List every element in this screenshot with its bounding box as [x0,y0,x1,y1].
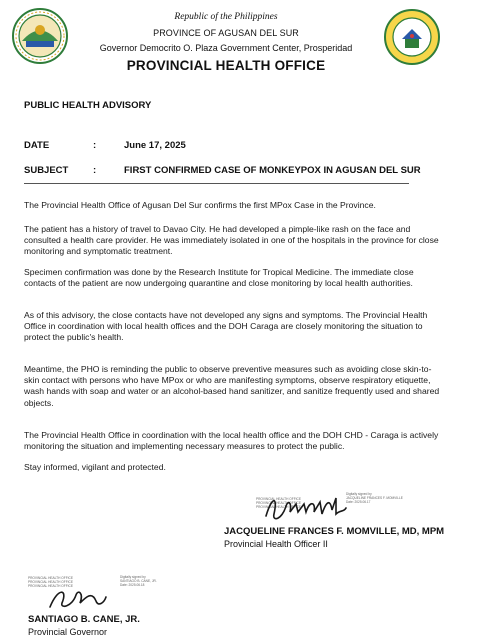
signatory-1-name: JACQUELINE FRANCES F. MOMVILLE, MD, MPM [224,526,445,537]
letterhead-republic: Republic of the Philippines [174,12,278,22]
subject-colon: : [93,165,97,176]
header-divider [24,183,409,184]
date-value: June 17, 2025 [124,140,186,151]
body-paragraph-2: The patient has a history of travel to Davao City. He had developed a pimple-like rash on the face and consulted a health care provider. He was immediately isolated in one of the hospitals in the province for close monitoring and symptomatic treatment. [24,224,439,257]
body-paragraph-7: Stay informed, vigilant and protected. [24,462,166,472]
body-paragraph-6: The Provincial Health Office in coordination with the local health office and the DOH CHD - Caraga is actively monitoring the situation and implementing necessary measures to protect the public. [24,430,439,452]
digital-stamp-1: PROVINCIAL HEALTH OFFICE PROVINCIAL HEALTH OFFICE PROVINCIAL HEALTH OFFICE [256,497,301,509]
advisory-title: PUBLIC HEALTH ADVISORY [24,100,152,111]
digital-stamp-2: PROVINCIAL HEALTH OFFICE PROVINCIAL HEALTH OFFICE PROVINCIAL HEALTH OFFICE [28,576,73,588]
digital-stamp-1-side: Digitally signed by JACQUELINE FRANCES F. MOMVILLE Date: 2025.06.17 [346,492,403,504]
letterhead-address: Governor Democrito O. Plaza Government Center, Prosperidad [99,43,353,53]
signature-1-icon [262,492,348,524]
signature-2-icon [44,585,108,613]
digital-stamp-2-side: Digitally signed by SANTIAGO B. CANE, JR. Date: 2025.06.18 [120,575,157,587]
letterhead-province: PROVINCE OF AGUSAN DEL SUR [153,28,299,38]
province-seal-icon [12,8,68,64]
signatory-2-name: SANTIAGO B. CANE, JR. [28,614,140,625]
pho-seal-icon [384,9,440,65]
signatory-2-title: Provincial Governor [28,627,108,637]
date-label: DATE [24,140,50,151]
body-paragraph-4: As of this advisory, the close contacts have not developed any signs and symptoms. The Provincial Health Office in coordination with local health offices and the DOH Caraga are closely monitoring the situation to protect the public's health. [24,310,428,343]
date-colon: : [93,140,97,151]
subject-value: FIRST CONFIRMED CASE OF MONKEYPOX IN AGUSAN DEL SUR [124,165,421,176]
body-paragraph-3: Specimen confirmation was done by the Research Institute for Tropical Medicine. The immediate close contacts of the patient are now undergoing quarantine and close monitoring by local health authorities. [24,267,414,289]
body-paragraph-1: The Provincial Health Office of Agusan Del Sur confirms the first MPox Case in the Province. [24,200,376,210]
letterhead-office: PROVINCIAL HEALTH OFFICE [126,58,326,73]
body-paragraph-5: Meantime, the PHO is reminding the public to observe preventive measures such as avoiding close skin-to-skin contact with persons who have MPox or who are manifesting symptoms, observe respiratory etiquette, wash hands with soap and water or an alcohol-based hand sanitizer, and sanitize frequently used and shared objects. [24,364,440,408]
subject-label: SUBJECT [24,165,69,176]
signatory-1-title: Provincial Health Officer II [224,539,328,549]
